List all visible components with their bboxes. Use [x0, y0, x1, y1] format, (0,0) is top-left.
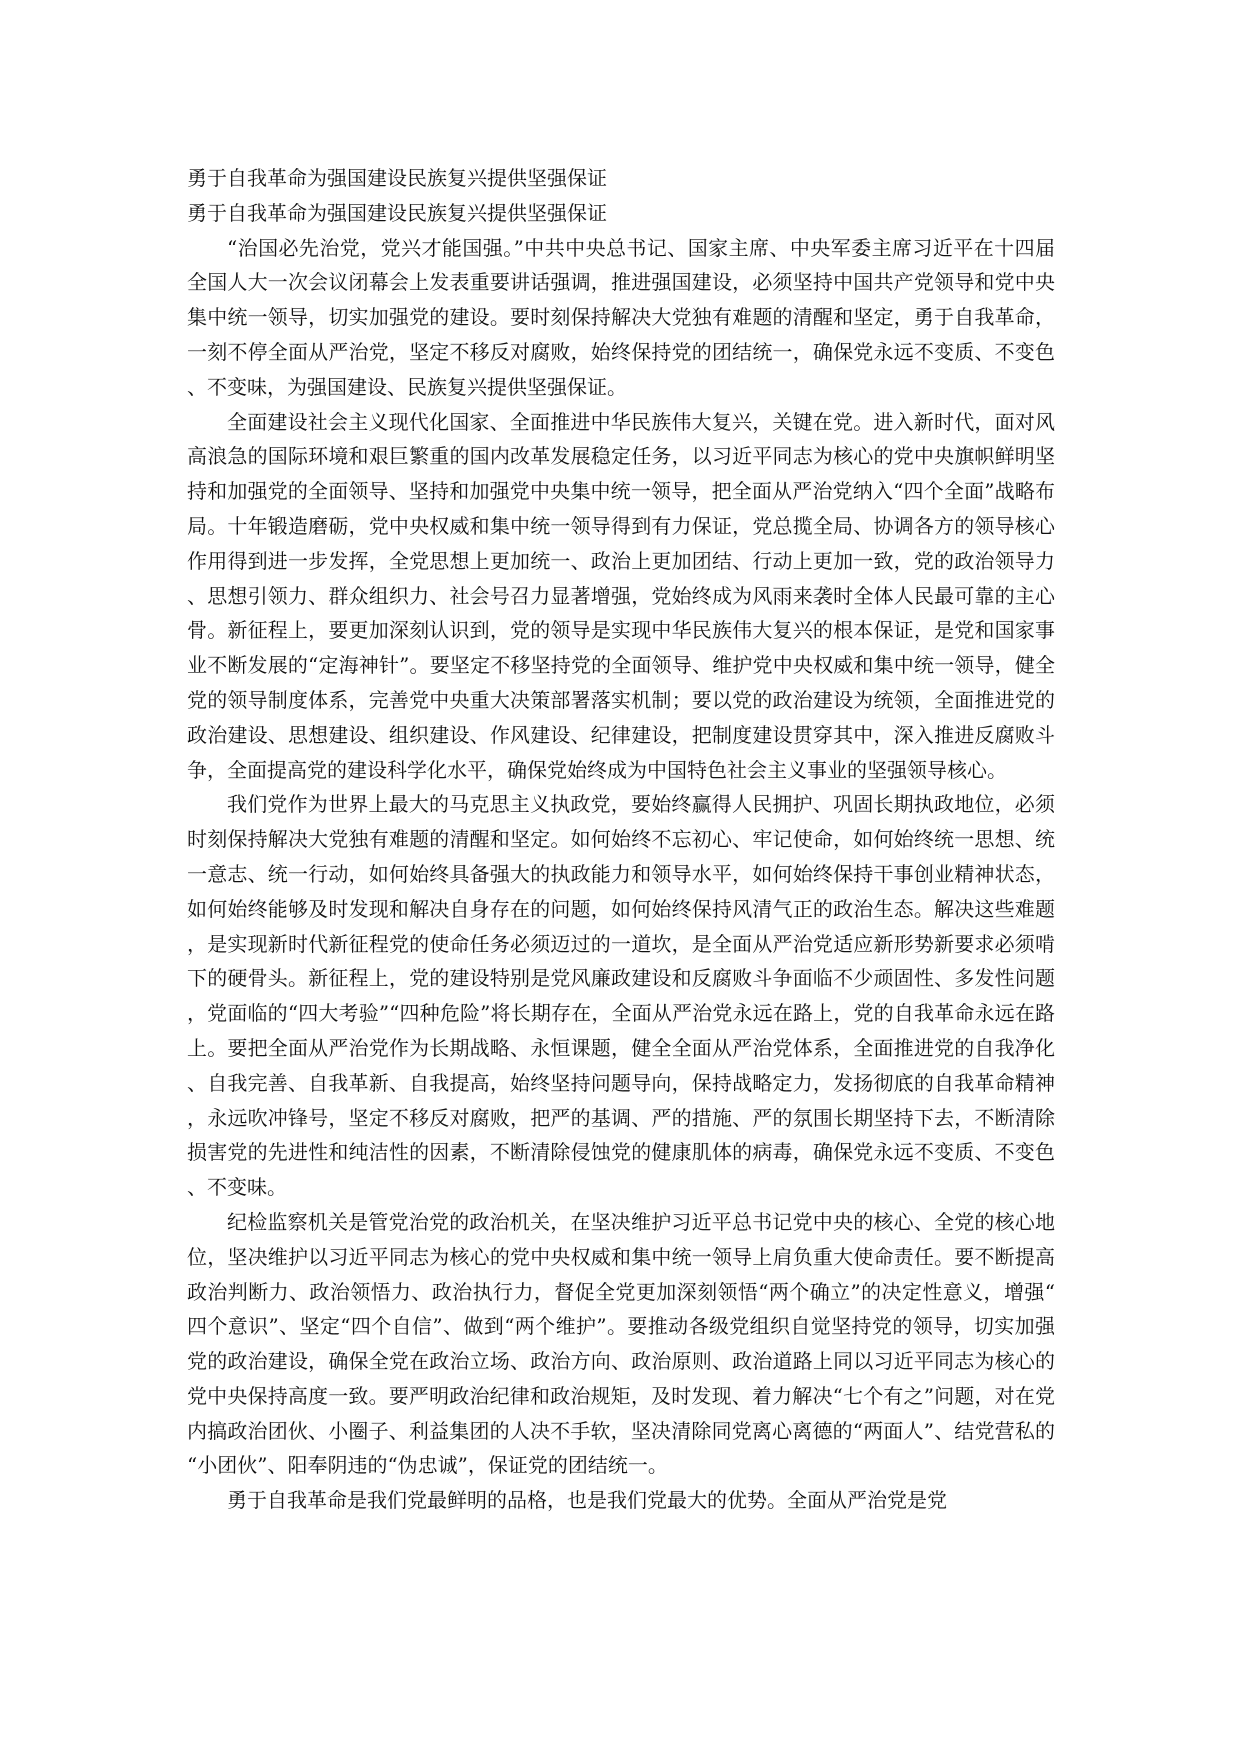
paragraph-3: 我们党作为世界上最大的马克思主义执政党，要始终赢得人民拥护、巩固长期执政地位，必须时刻保持解决大党独有难题的清醒和坚定。如何始终不忘初心、牢记使命，如何始终统一思想、统一意志、统一行动，如何始终具备强大的执政能力和领导水平，如何始终保持干事创业精神状态，如何始终能够及时发现和解决自身存在的问题，如何始终保持风清气正的政治生态。解决这些难题，是实现新时代新征程党的使命任务必须迈过的一道坎，是全面从严治党适应新形势新要求必须啃下的硬骨头。新征程上，党的建设特别是党风廉政建设和反腐败斗争面临不少顽固性、多发性问题，党面临的“四大考验”“四种危险”将长期存在，全面从严治党永远在路上，党的自我革命永远在路上。要把全面从严治党作为长期战略、永恒课题，健全全面从严治党体系，全面推进党的自我净化、自我完善、自我革新、自我提高，始终坚持问题导向，保持战略定力，发扬彻底的自我革命精神，永远吹冲锋号，坚定不移反对腐败，把严的基调、严的措施、严的氛围长期坚持下去，不断清除损害党的先进性和纯洁性的因素，不断清除侵蚀党的健康肌体的病毒，确保党永远不变质、不变色、不变味。: [187, 792, 1055, 1200]
paragraph-4: 纪检监察机关是管党治党的政治机关，在坚决维护习近平总书记党中央的核心、全党的核心地位，坚决维护以习近平同志为核心的党中央权威和集中统一领导上肩负重大使命责任。要不断提高政治判断力、政治领悟力、政治执行力，督促全党更加深刻领悟“两个确立”的决定性意义，增强“四个意识”、坚定“四个自信”、做到“两个维护”。要推动各级党组织自觉坚持党的领导，切实加强党的政治建设，确保全党在政治立场、政治方向、政治原则、政治道路上同以习近平同志为核心的党中央保持高度一致。要严明政治纪律和政治规矩，及时发现、着力解决“七个有之”问题，对在党内搞政治团伙、小圈子、利益集团的人决不手软，坚决清除同党离心离德的“两面人”、结党营私的“小团伙”、阳奉阴违的“伪忠诚”，保证党的团结统一。: [187, 1209, 1055, 1478]
document-body: [187, 161, 1055, 1518]
document-title: 勇于自我革命为强国建设民族复兴提供坚强保证: [187, 166, 607, 190]
paragraph-2: 全面建设社会主义现代化国家、全面推进中华民族伟大复兴，关键在党。进入新时代，面对风高浪急的国际环境和艰巨繁重的国内改革发展稳定任务，以习近平同志为核心的党中央旗帜鲜明坚持和加强党的全面领导、坚持和加强党中央集中统一领导，把全面从严治党纳入“四个全面”战略布局。十年锻造磨砺，党中央权威和集中统一领导得到有力保证，党总揽全局、协调各方的领导核心作用得到进一步发挥，全党思想上更加统一、政治上更加团结、行动上更加一致，党的政治领导力、思想引领力、群众组织力、社会号召力显著增强，党始终成为风雨来袭时全体人民最可靠的主心骨。新征程上，要更加深刻认识到，党的领导是实现中华民族伟大复兴的根本保证，是党和国家事业不断发展的“定海神针”。要坚定不移坚持党的全面领导、维护党中央权威和集中统一领导，健全党的领导制度体系，完善党中央重大决策部署落实机制；要以党的政治建设为统领，全面推进党的政治建设、思想建设、组织建设、作风建设、纪律建设，把制度建设贯穿其中，深入推进反腐败斗争，全面提高党的建设科学化水平，确保党始终成为中国特色社会主义事业的坚强领导核心。: [187, 409, 1055, 782]
paragraph-1: “治国必先治党，党兴才能国强。”中共中央总书记、国家主席、中央军委主席习近平在十四届全国人大一次会议闭幕会上发表重要讲话强调，推进强国建设，必须坚持中国共产党领导和党中央集中统一领导，切实加强党的建设。要时刻保持解决大党独有难题的清醒和坚定，勇于自我革命，一刻不停全面从严治党，坚定不移反对腐败，始终保持党的团结统一，确保党永远不变质、不变色、不变味，为强国建设、民族复兴提供坚强保证。: [187, 235, 1055, 399]
paragraph-5: 勇于自我革命是我们党最鲜明的品格，也是我们党最大的优势。全面从严治党是党: [227, 1488, 947, 1513]
document-title-repeat: 勇于自我革命为强国建设民族复兴提供坚强保证: [187, 200, 607, 225]
